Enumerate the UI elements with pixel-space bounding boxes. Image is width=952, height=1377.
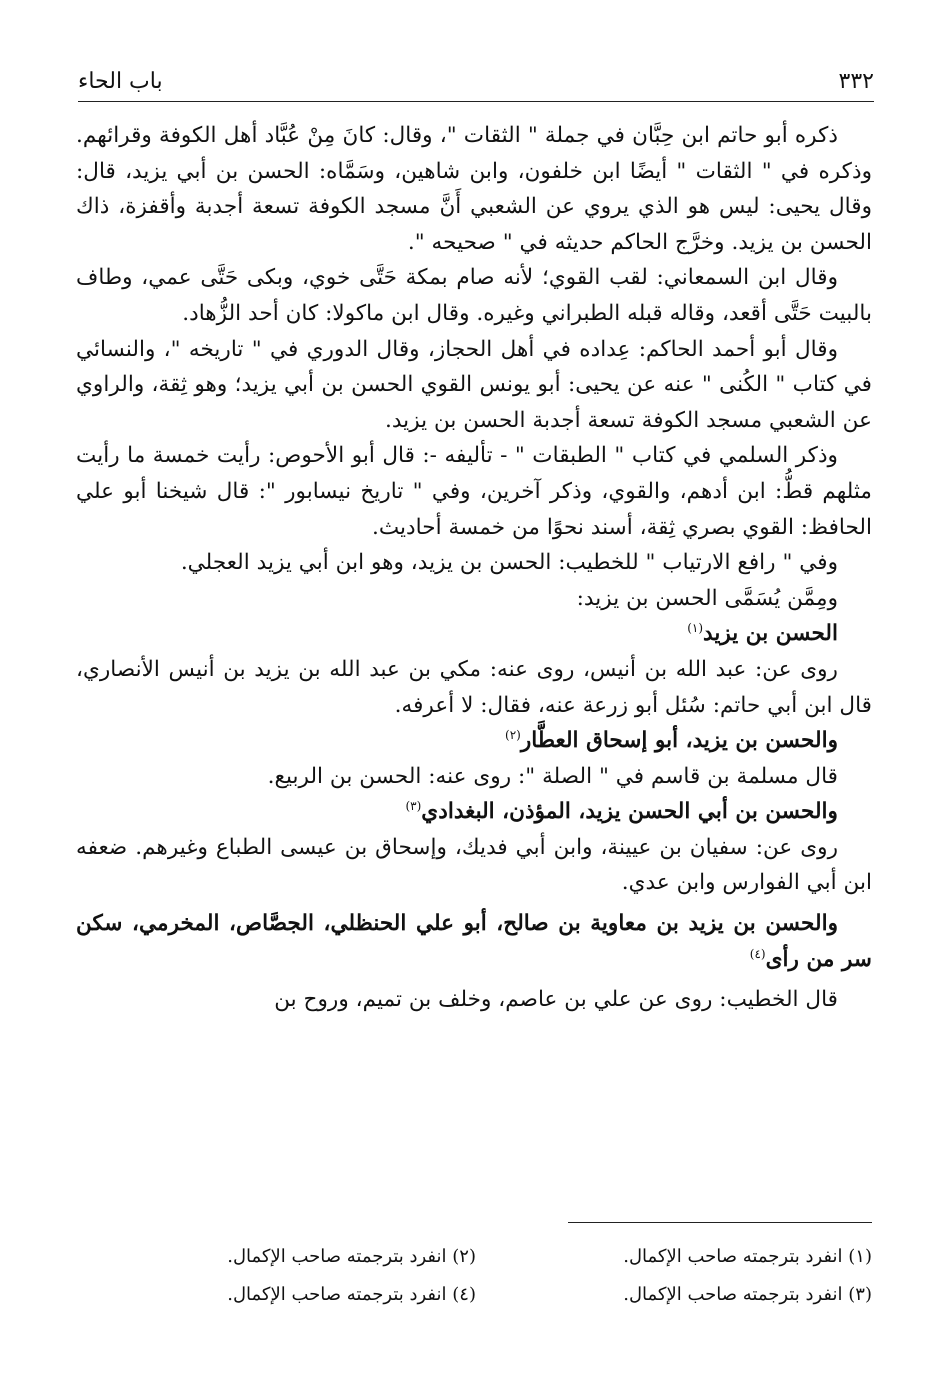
footnote-row bbox=[80, 1276, 872, 1314]
chapter-title: باب الحاء bbox=[78, 69, 163, 94]
paragraph: وقال أبو أحمد الحاكم: عِداده في أهل الحجاز، وقال الدوري في " تاريخه "، والنسائي في كتاب " الكُنى " عنه عن يحيى: أبو يونس القوي الحسن بن أبي يزيد؛ وهو ثِقة، والراوي عن الشعبي مسجد الكوفة تسعة أجدبة الحسن بن يزيد. bbox=[76, 336, 872, 433]
footnote-3: (٣) انفرد بترجمته صاحب الإكمال. bbox=[623, 1284, 872, 1305]
footnote-separator bbox=[0, 1222, 952, 1223]
footnote-1: (١) انفرد بترجمته صاحب الإكمال. bbox=[623, 1246, 872, 1267]
paragraph: وذكر السلمي في كتاب " الطبقات " - تأليفه -: قال أبو الأحوص: رأيت خمسة ما رأيت مثلهم قطُّ: ابن أدهم، والقوي، وذكر آخرين، وفي " تاريخ نيسابور ": قال شيخنا أبو علي الحافظ: القوي بصري ثِقة، أسند نحوًا من خمسة أحاديث. bbox=[76, 443, 872, 540]
footnote-marker: (٣) bbox=[405, 799, 422, 814]
page-number: ٣٣٢ bbox=[838, 69, 874, 94]
entry-heading-text: والحسن بن يزيد، أبو إسحاق العطَّار bbox=[520, 728, 838, 754]
footnote-marker: (٤) bbox=[749, 946, 766, 961]
footnote-row bbox=[80, 1238, 872, 1276]
entry-heading bbox=[76, 906, 872, 977]
entry-heading bbox=[76, 616, 872, 652]
entry-text: روى عن: سفيان بن عيينة، وابن أبي فديك، وإسحاق بن عيسى الطباع وغيرهم. ضعفه ابن أبي الفوارس وابن عدي. bbox=[76, 834, 872, 896]
footnote-marker: (١) bbox=[687, 621, 704, 636]
page-header bbox=[78, 62, 874, 102]
paragraph: وفي " رافع الارتياب " للخطيب: الحسن بن يزيد، وهو ابن أبي يزيد العجلي. bbox=[180, 550, 838, 576]
entry-heading-text: الحسن بن يزيد bbox=[703, 621, 838, 647]
paragraph: ومِمَّن يُسَمَّى الحسن بن يزيد: bbox=[576, 585, 838, 611]
paragraph: وقال ابن السمعاني: لقب القوي؛ لأنه صام بمكة حَتَّى خوي، وبكى حَتَّى عمي، وطاف بالبيت حَتَّى أقعد، وقاله قبله الطبراني وغيره. وقال ابن ماكولا: كان أحد الزُّهاد. bbox=[76, 265, 872, 326]
entry-text: قال مسلمة بن قاسم في " الصلة ": روى عنه: الحسن بن الربيع. bbox=[267, 763, 838, 789]
entry-text: قال الخطيب: روى عن علي بن عاصم، وخلف بن تميم، وروح بن bbox=[274, 987, 838, 1013]
entry-text: روى عن: عبد الله بن أنيس، روى عنه: مكي بن عبد الله بن يزيد بن أنيس الأنصاري، قال ابن أبي حاتم: سُئل أبو زرعة عنه، فقال: لا أعرفه. bbox=[76, 656, 872, 718]
main-text bbox=[76, 118, 872, 1018]
paragraph: ذكره أبو حاتم ابن حِبَّان في جملة " الثقات "، وقال: كانَ مِنْ عُبَّاد أهل الكوفة وقرائهم. وذكره في " الثقات " أيضًا ابن خلفون، وابن شاهين، وسَمَّاه: الحسن بن أبي يزيد، قال: وقال يحيى: ليس هو الذي يروي عن الشعبي أَنَّ مسجد الكوفة تسعة أجدبة وأقفزة، ذاك الحسن بن يزيد. وخرَّج الحاكم حديثه في " صحيحه ". bbox=[76, 123, 872, 255]
footnote-2: (٢) انفرد بترجمته صاحب الإكمال. bbox=[227, 1246, 476, 1267]
footnote-4: (٤) انفرد بترجمته صاحب الإكمال. bbox=[227, 1284, 476, 1305]
entry-heading-text: والحسن بن أبي الحسن يزيد، المؤذن، البغدادي bbox=[421, 799, 838, 825]
entry-heading-text: والحسن بن يزيد بن معاوية بن صالح، أبو علي الحنظلي، الجصَّاص، المخرمي، سكن سر من رأى bbox=[76, 911, 872, 972]
entry-heading bbox=[76, 794, 872, 830]
footnotes bbox=[80, 1238, 872, 1314]
entry-heading bbox=[76, 723, 872, 759]
footnote-marker: (٢) bbox=[505, 727, 521, 742]
